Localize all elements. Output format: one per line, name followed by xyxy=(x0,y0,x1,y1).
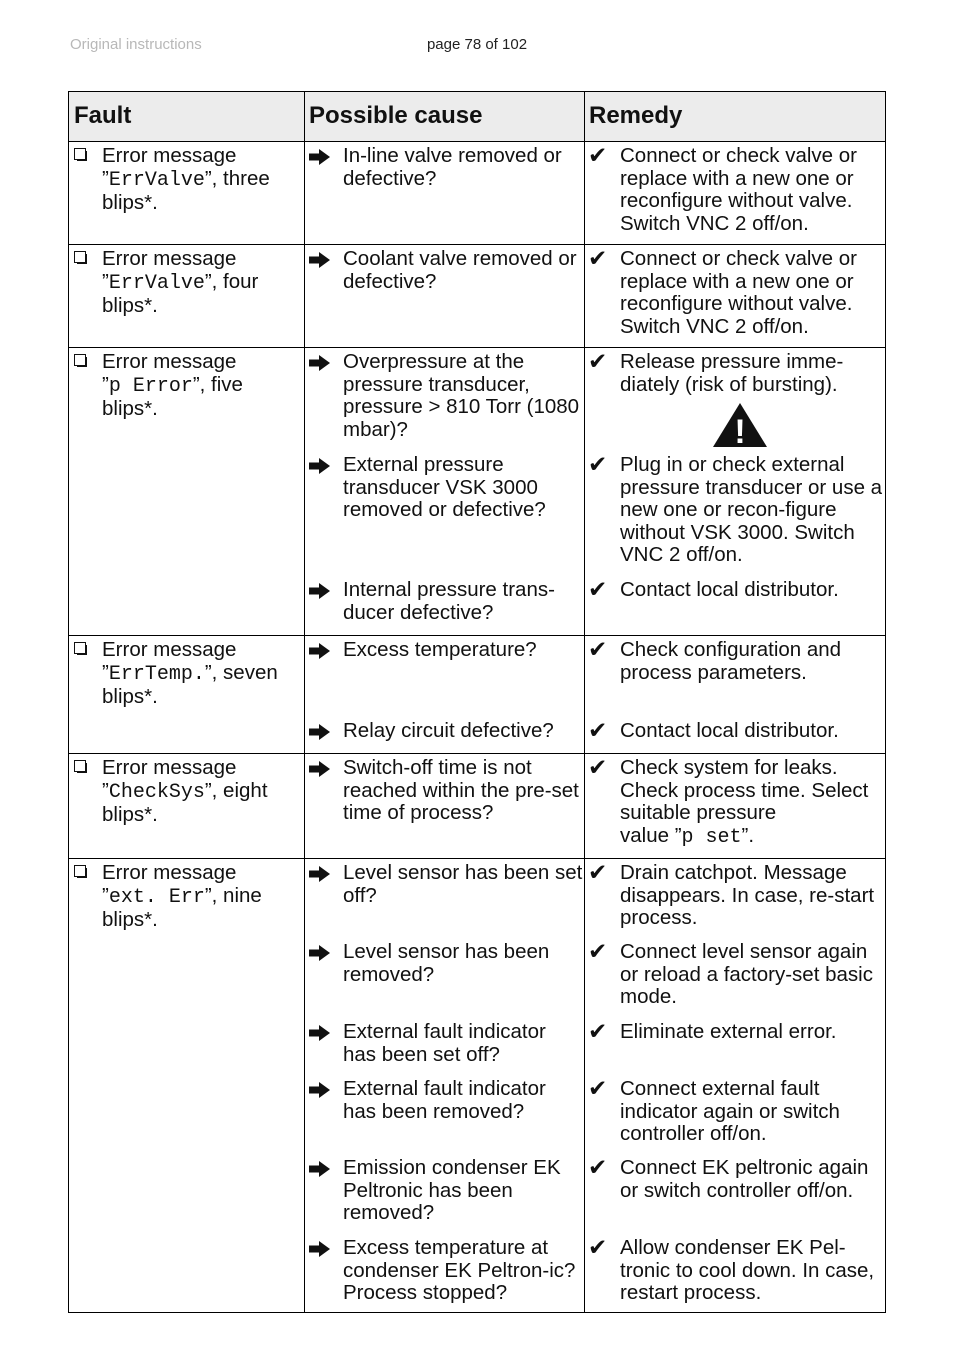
column-header-cause: Possible cause xyxy=(309,102,483,129)
remedy-text: Connect or check valve or replace with a new one or reconfigure without valve. Switch VNC 2 off/on. xyxy=(620,144,858,235)
warning-icon xyxy=(712,402,768,448)
arrow-right-icon xyxy=(309,945,331,961)
remedy-text: Allow condenser EK Pel-tronic to cool down. In case, restart process. xyxy=(620,1236,875,1305)
parameter-code: p set xyxy=(681,825,742,849)
possible-cause: Level sensor has been removed? xyxy=(343,940,550,986)
arrow-right-icon xyxy=(309,355,331,371)
remedy-text: Drain catchpot. Message disappears. In case, re-start process. xyxy=(620,861,875,930)
row-divider xyxy=(68,244,886,245)
possible-cause: Internal pressure trans-ducer defective? xyxy=(343,578,555,624)
arrow-right-icon xyxy=(309,643,331,659)
checkbox-icon xyxy=(74,148,86,160)
error-code: ErrValve xyxy=(108,168,205,192)
remedy-text: Check system for leaks. Check process time. Select suitable pressure value ”p set”. xyxy=(620,756,869,849)
error-code: p Error xyxy=(108,374,193,398)
page-number: page 78 of 102 xyxy=(426,36,528,53)
remedy-text: Connect external fault indicator again or switch controller off/on. xyxy=(620,1077,840,1146)
remedy-text: Connect level sensor again or reload a factory-set basic mode. xyxy=(620,940,873,1009)
troubleshooting-table xyxy=(68,91,886,1313)
fault-description: Error message ”ErrValve”, three blips*. xyxy=(102,144,270,215)
checkbox-icon xyxy=(74,865,86,877)
checkmark-icon: ✔ xyxy=(588,939,608,965)
possible-cause: External pressure transducer VSK 3000 removed or defective? xyxy=(343,453,546,522)
checkmark-icon: ✔ xyxy=(588,452,608,478)
checkmark-icon: ✔ xyxy=(588,755,608,781)
remedy-text: Plug in or check external pressure transducer or use a new one or recon-figure without VSK 3000. Switch VNC 2 off/on. xyxy=(620,453,883,567)
arrow-right-icon xyxy=(309,761,331,777)
error-code: ErrValve xyxy=(108,271,205,295)
remedy-text: Eliminate external error. xyxy=(620,1020,837,1043)
header-divider xyxy=(68,141,886,142)
possible-cause: Level sensor has been set off? xyxy=(343,861,583,907)
checkmark-icon: ✔ xyxy=(588,860,608,886)
document-label: Original instructions xyxy=(70,36,202,53)
checkmark-icon: ✔ xyxy=(588,349,608,375)
arrow-right-icon xyxy=(309,458,331,474)
arrow-right-icon xyxy=(309,1082,331,1098)
arrow-right-icon xyxy=(309,252,331,268)
checkbox-icon xyxy=(74,642,86,654)
arrow-right-icon xyxy=(309,1241,331,1257)
arrow-right-icon xyxy=(309,724,331,740)
checkmark-icon: ✔ xyxy=(588,637,608,663)
checkbox-icon xyxy=(74,354,86,366)
possible-cause: Overpressure at the pressure transducer, pressure > 810 Torr (1080 mbar)? xyxy=(343,350,580,441)
checkmark-icon: ✔ xyxy=(588,1155,608,1181)
arrow-right-icon xyxy=(309,1025,331,1041)
checkmark-icon: ✔ xyxy=(588,143,608,169)
checkmark-icon: ✔ xyxy=(588,1076,608,1102)
arrow-right-icon xyxy=(309,1161,331,1177)
fault-description: Error message ”ErrTemp.”, seven blips*. xyxy=(102,638,278,709)
checkbox-icon xyxy=(74,251,86,263)
checkmark-icon: ✔ xyxy=(588,718,608,744)
column-header-fault: Fault xyxy=(74,102,132,129)
possible-cause: Excess temperature? xyxy=(343,638,537,661)
possible-cause: Relay circuit defective? xyxy=(343,719,554,742)
checkmark-icon: ✔ xyxy=(588,577,608,603)
remedy-text: Check configuration and process parameters. xyxy=(620,638,842,684)
arrow-right-icon xyxy=(309,149,331,165)
checkbox-icon xyxy=(74,760,86,772)
possible-cause: Emission condenser EK Peltronic has been removed? xyxy=(343,1156,561,1225)
column-header-remedy: Remedy xyxy=(589,102,683,129)
row-divider xyxy=(68,858,886,859)
possible-cause: External fault indicator has been removed? xyxy=(343,1077,546,1123)
fault-description: Error message ”CheckSys”, eight blips*. xyxy=(102,756,268,827)
possible-cause: Switch-off time is not reached within the pre-set time of process? xyxy=(343,756,579,825)
row-divider xyxy=(68,635,886,636)
row-divider xyxy=(68,753,886,754)
possible-cause: Coolant valve removed or defective? xyxy=(343,247,577,293)
error-code: ext. Err xyxy=(108,885,205,909)
possible-cause: External fault indicator has been set off? xyxy=(343,1020,546,1066)
possible-cause: Excess temperature at condenser EK Peltron-ic? Process stopped? xyxy=(343,1236,576,1305)
svg-text:!: ! xyxy=(734,413,746,448)
checkmark-icon: ✔ xyxy=(588,246,608,272)
fault-description: Error message ”ext. Err”, nine blips*. xyxy=(102,861,262,932)
row-divider xyxy=(68,347,886,348)
remedy-text: Contact local distributor. xyxy=(620,719,839,742)
remedy-text: Contact local distributor. xyxy=(620,578,839,601)
arrow-right-icon xyxy=(309,583,331,599)
error-code: CheckSys xyxy=(108,780,205,804)
arrow-right-icon xyxy=(309,866,331,882)
remedy-text: Connect EK peltronic again or switch controller off/on. xyxy=(620,1156,869,1202)
column-divider-cause xyxy=(584,91,585,1313)
fault-description: Error message ”ErrValve”, four blips*. xyxy=(102,247,259,318)
fault-description: Error message ”p Error”, five blips*. xyxy=(102,350,243,421)
checkmark-icon: ✔ xyxy=(588,1019,608,1045)
error-code: ErrTemp. xyxy=(108,662,205,686)
checkmark-icon: ✔ xyxy=(588,1235,608,1261)
remedy-text: Release pressure imme-diately (risk of bursting). xyxy=(620,350,844,396)
remedy-text: Connect or check valve or replace with a new one or reconfigure without valve. Switch VNC 2 off/on. xyxy=(620,247,858,338)
possible-cause: In-line valve removed or defective? xyxy=(343,144,562,190)
